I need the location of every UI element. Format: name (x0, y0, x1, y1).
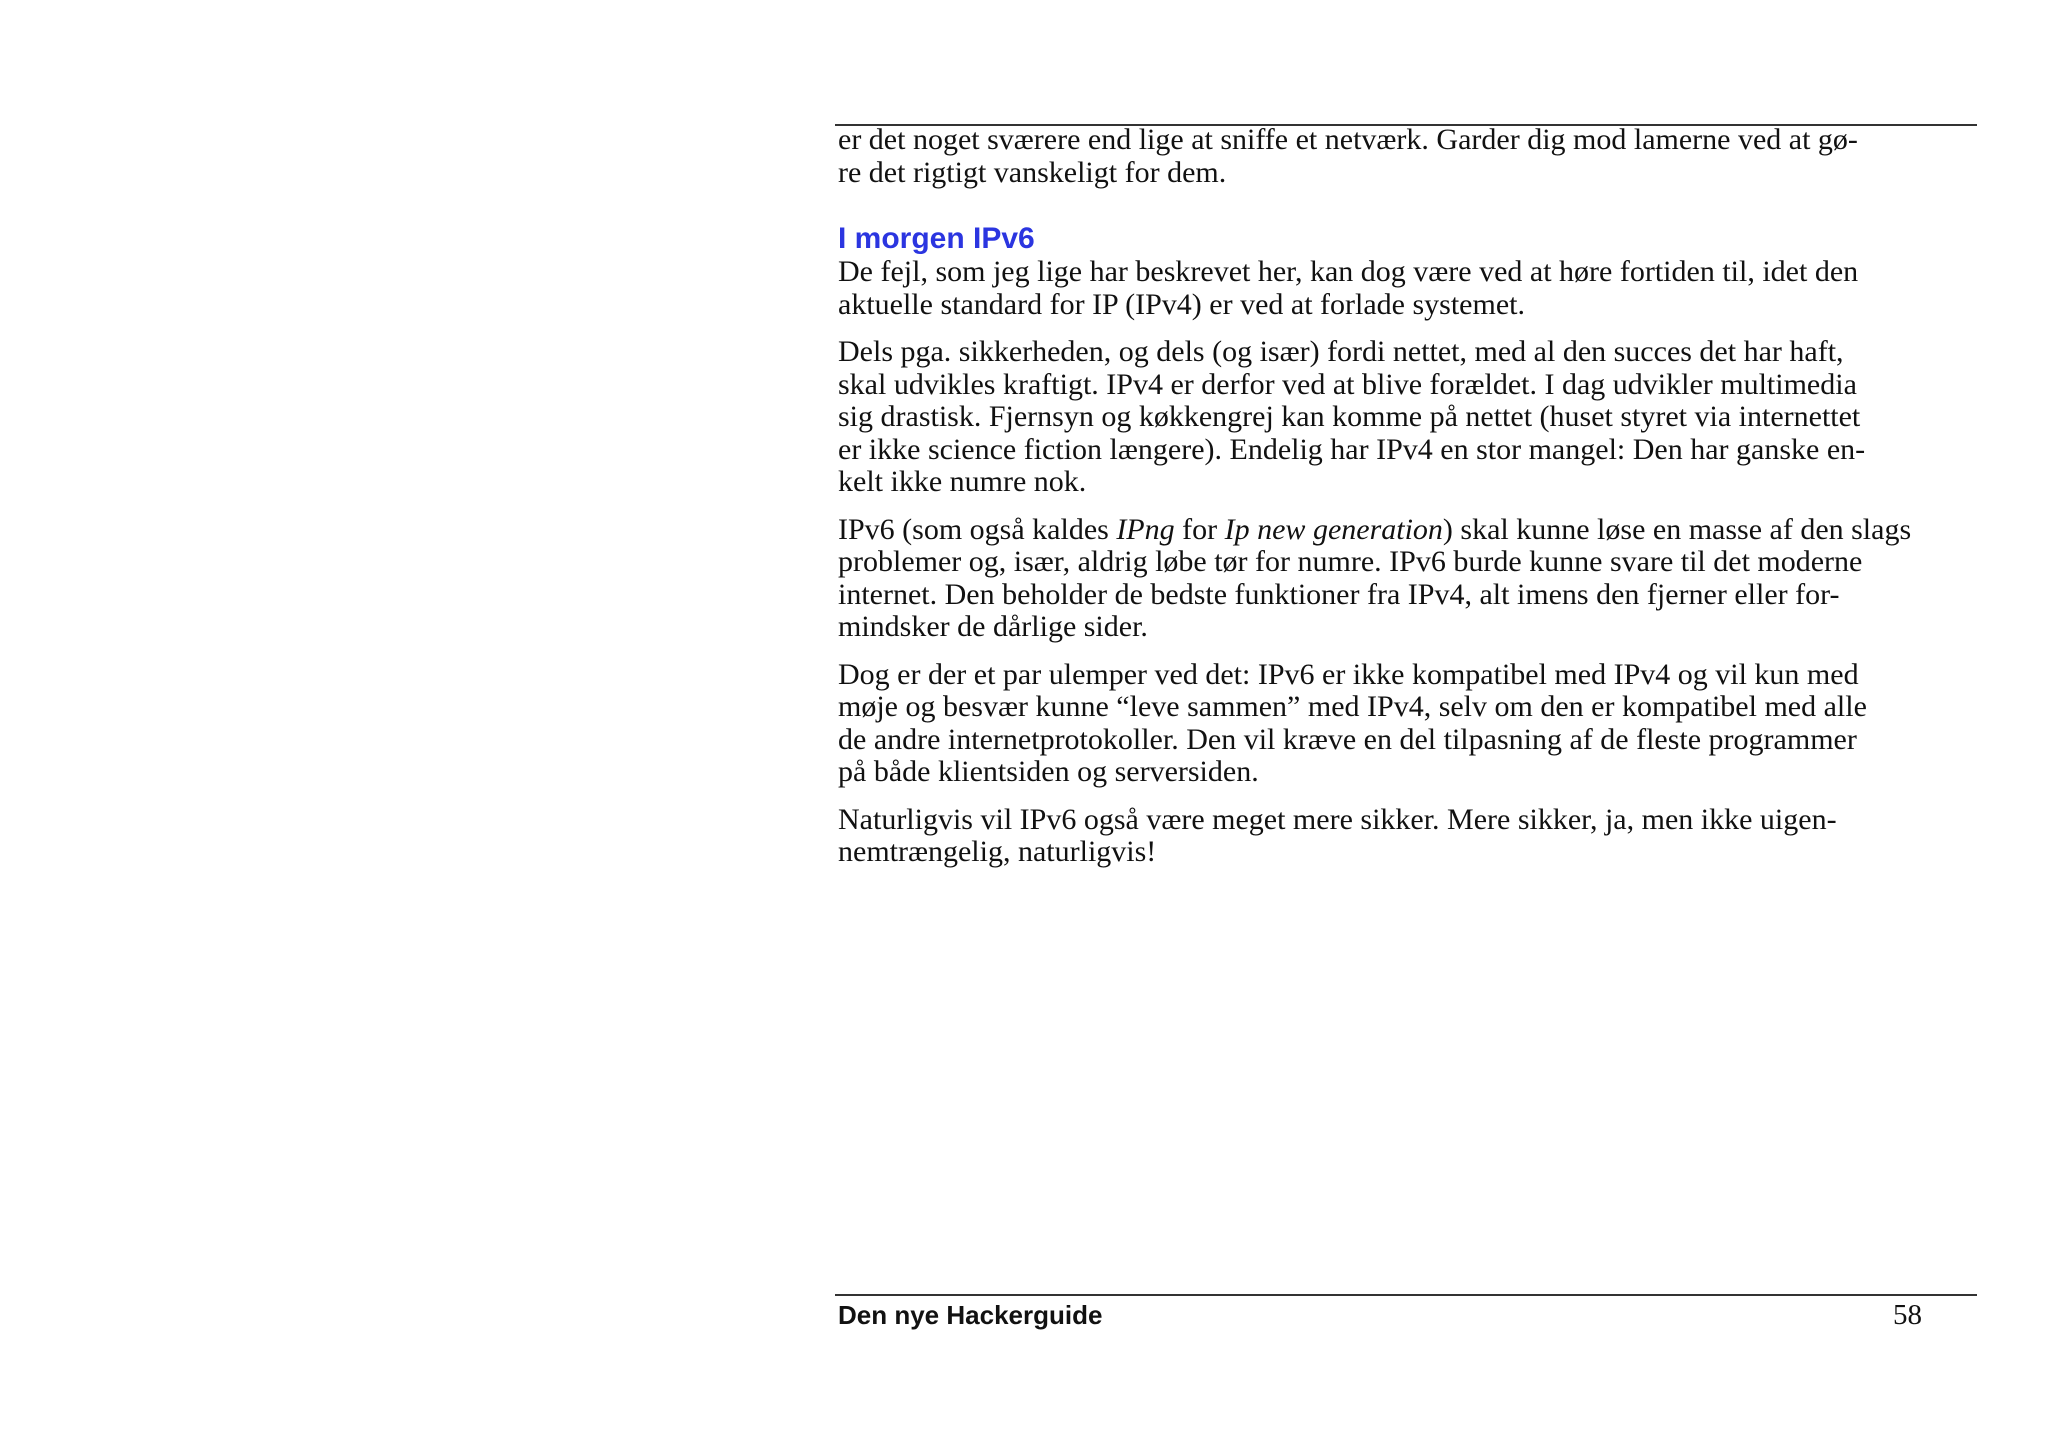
paragraph-2 (838, 336, 1974, 499)
italic-term: IPng (1116, 512, 1175, 546)
text-line: aktuelle standard for IP (IPv4) er ved at forlade systemet. (838, 287, 1525, 321)
page-number: 58 (1893, 1299, 1922, 1331)
paragraph-1 (838, 256, 1974, 321)
text-line: internet. Den beholder de bedste funktioner fra IPv4, alt imens den fjerner eller for- (838, 577, 1840, 611)
paragraph-3 (838, 514, 1974, 644)
text-line: er det noget sværere end lige at sniffe et netværk. Garder dig mod lamerne ved at gø- (838, 123, 1858, 156)
text-line: på både klientsiden og serversiden. (838, 755, 1259, 788)
italic-term: Ip new generation (1224, 512, 1443, 546)
footer-rule (835, 1294, 1977, 1296)
continuation-paragraph (838, 124, 1974, 189)
text-line: skal udvikles kraftigt. IPv4 er derfor ved at blive forældet. I dag udvikler multimedia (838, 367, 1857, 401)
page-body (838, 124, 1974, 884)
text-line: møje og besvær kunne “leve sammen” med IPv4, selv om den er kompatibel med alle (838, 690, 1867, 723)
text-line: re det rigtigt vanskeligt for dem. (838, 155, 1227, 189)
text-line: de andre internetprotokoller. Den vil kræve en del tilpasning af de fleste programmer (838, 722, 1857, 756)
paragraph-4 (838, 659, 1974, 789)
text-line: nemtrængelig, naturligvis! (838, 835, 1157, 868)
text-line: mindsker de dårlige sider. (838, 610, 1148, 643)
text-line: De fejl, som jeg lige har beskrevet her, kan dog være ved at høre fortiden til, idet den (838, 255, 1859, 288)
text-line: Dels pga. sikkerheden, og dels (og især) fordi nettet, med al den succes det har haft, (838, 335, 1844, 368)
text-line: problemer og, især, aldrig løbe tør for numre. IPv6 burde kunne svare til det moderne (838, 545, 1863, 578)
text-line: kelt ikke numre nok. (838, 465, 1087, 498)
text-line: Dog er der et par ulemper ved det: IPv6 er ikke kompatibel med IPv4 og vil kun med (838, 657, 1859, 691)
paragraph-5 (838, 804, 1974, 869)
text-run: IPv6 (som også kaldes (838, 512, 1117, 546)
text-line: er ikke science fiction længere). Endelig har IPv4 en stor mangel: Den har ganske en- (838, 432, 1866, 466)
text-line: sig drastisk. Fjernsyn og køkkengrej kan komme på nettet (huset styret via internettet (838, 400, 1861, 433)
text-line (838, 514, 1974, 547)
text-run: ) skal kunne løse en masse af den slags (1442, 512, 1912, 546)
section-heading: I morgen IPv6 (838, 222, 1035, 255)
footer-book-title: Den nye Hackerguide (838, 1300, 1103, 1330)
text-line: Naturligvis vil IPv6 også være meget mere sikker. Mere sikker, ja, men ikke uigen- (838, 802, 1837, 836)
text-run: for (1174, 512, 1225, 546)
